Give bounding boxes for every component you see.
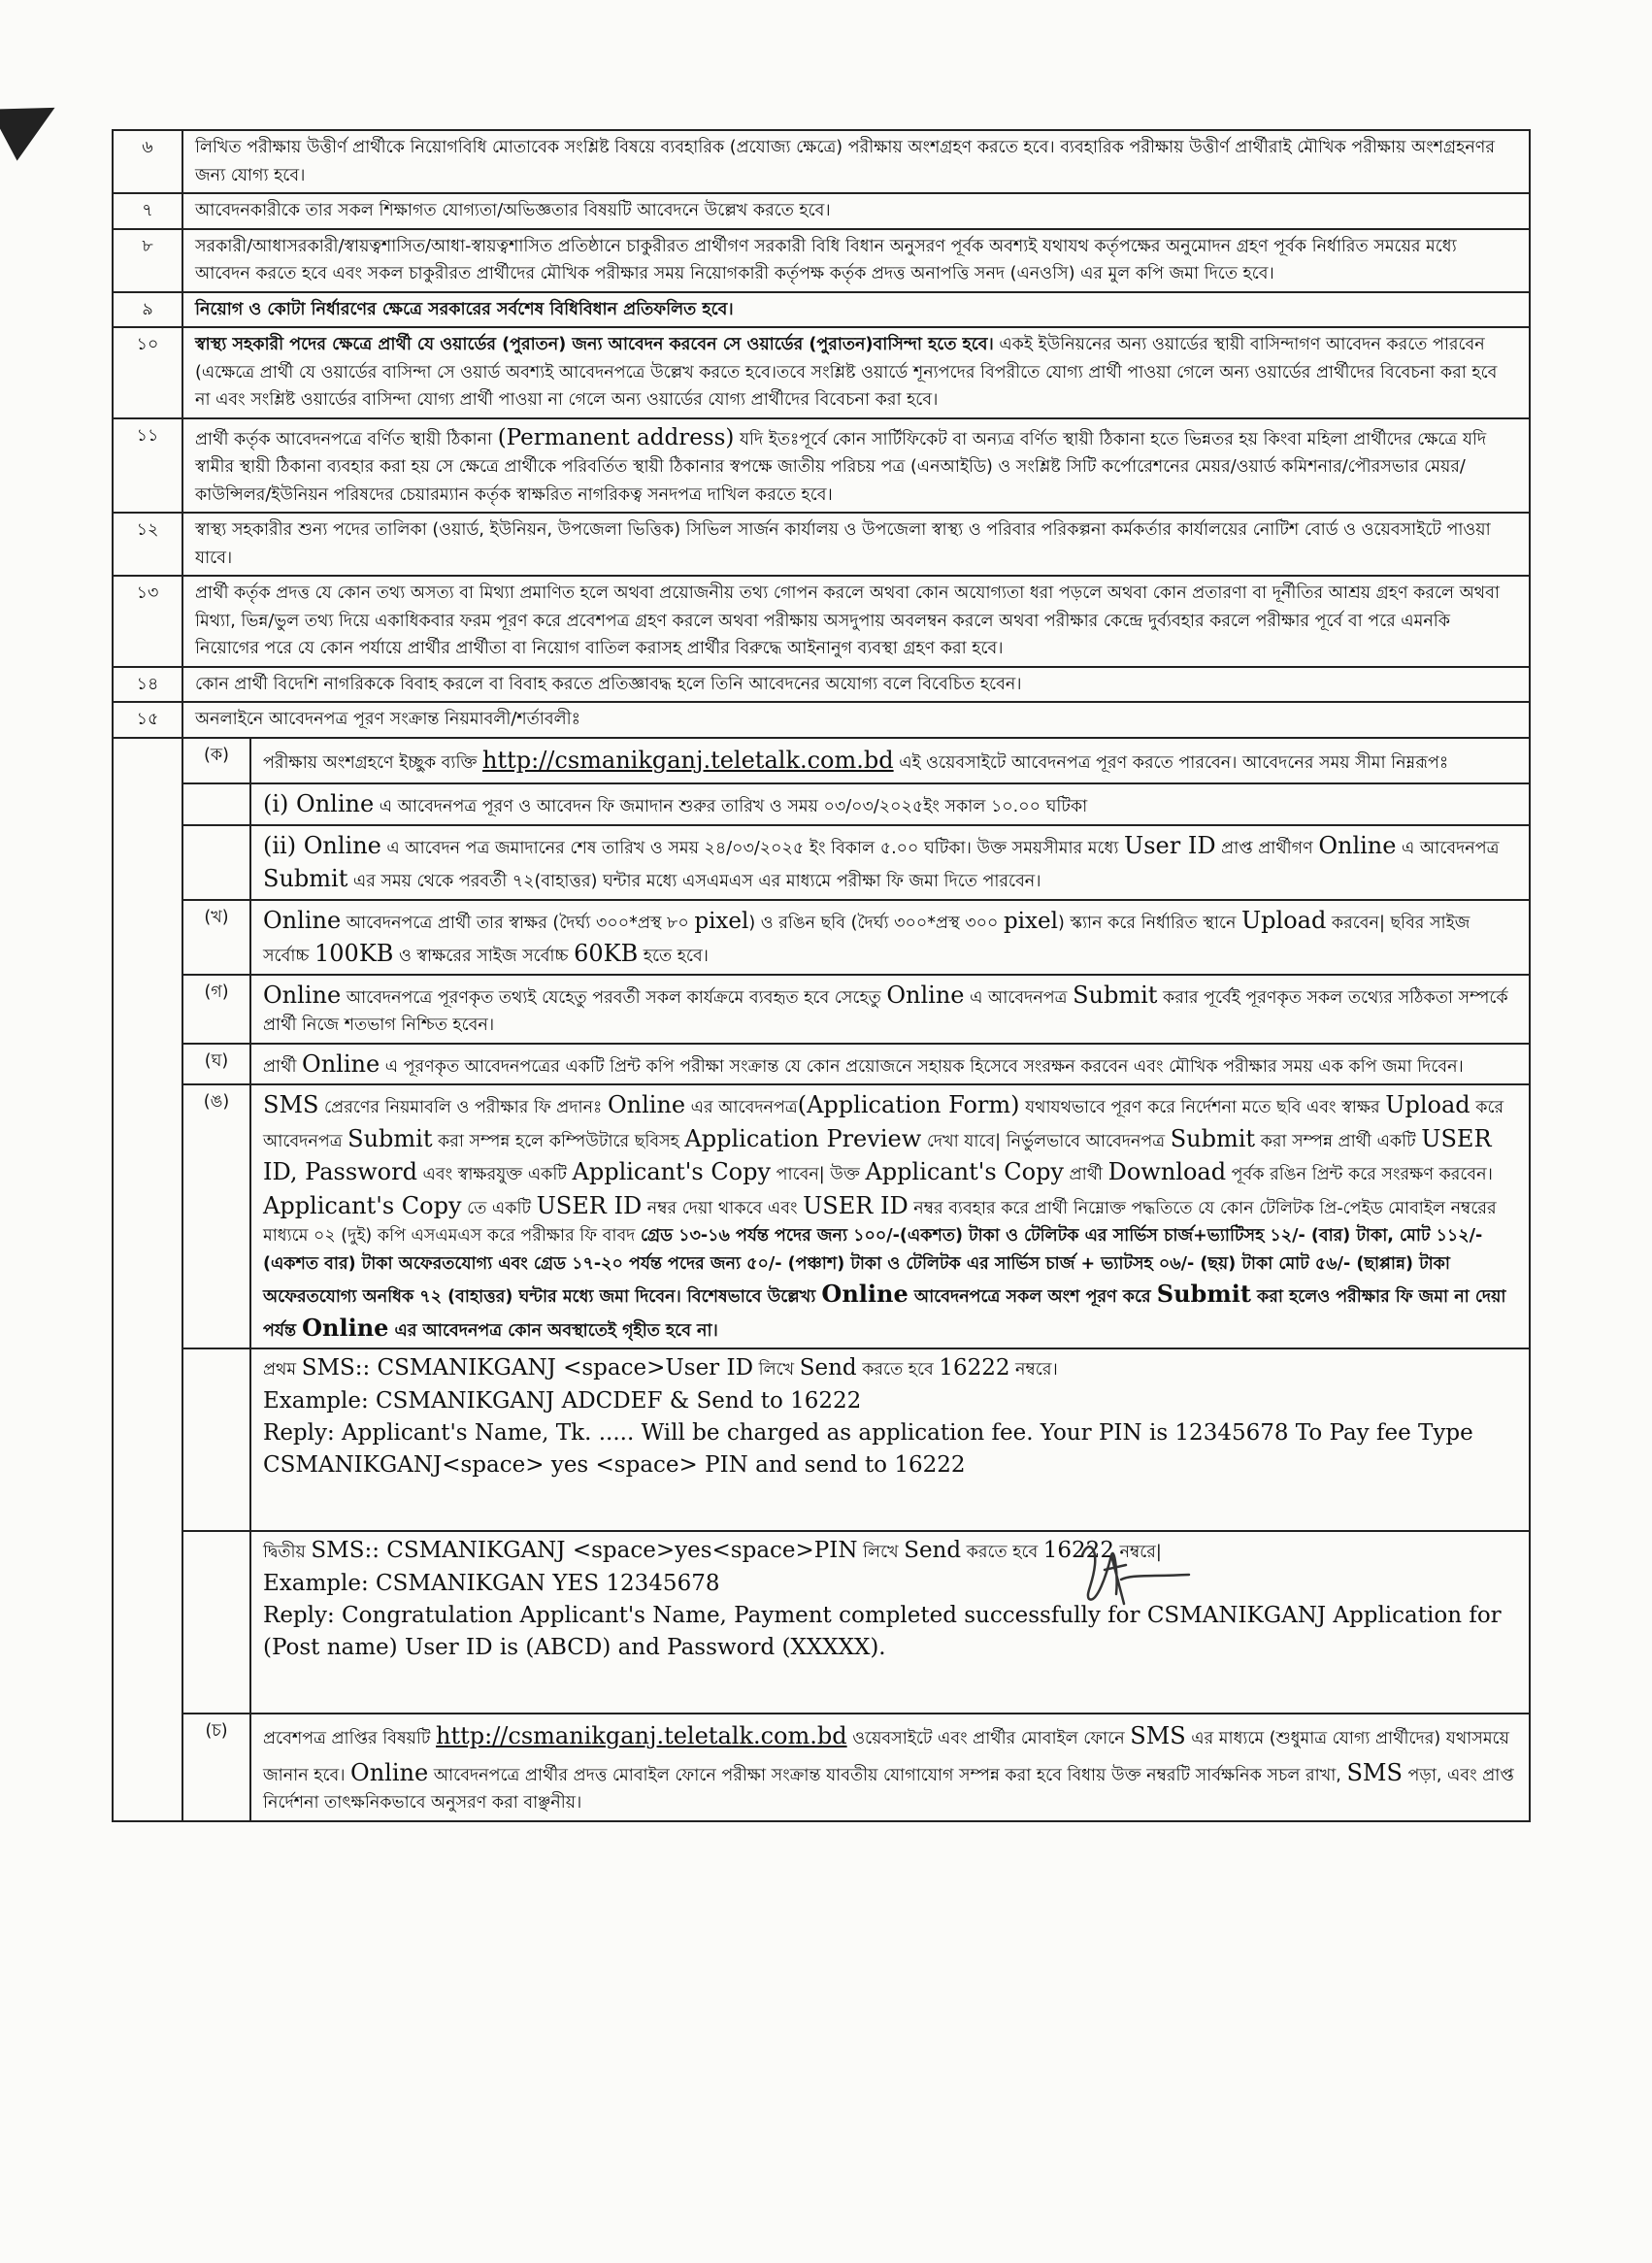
- text-span: Online: [886, 981, 965, 1009]
- text-span: pixel: [1003, 908, 1058, 934]
- sms-instructions-first: [250, 1348, 1530, 1531]
- text-span: প্রাপ্ত প্রার্থীগণ: [1215, 838, 1319, 858]
- text-span: Submit: [1156, 1280, 1251, 1309]
- text-span: এ পূরণকৃত আবেদনপত্রের একটি প্রিন্ট কপি পরীক্ষা সংক্রান্ত যে কোন প্রয়োজনে সহায়ক হিসেবে সংরক্ষন করবেন এবং মৌখিক পরীক্ষার সময় এক কপি জমা দিবেন।: [380, 1056, 1464, 1077]
- ward-residency-rule: স্বাস্থ্য সহকারী পদের ক্ষেত্রে প্রার্থী যে ওয়ার্ডের (পুরাতন) জন্য আবেদন করবেন সে ওয়ার্ডের (পুরাতন)বাসিন্দা হতে হবে।: [195, 335, 994, 355]
- text-span: আবেদনপত্রে প্রার্থীর প্রদত্ত মোবাইল ফোনে পরীক্ষা সংক্রান্ত যাবতীয় যোগাযোগ সম্পন্ন করা হবে বিধায় উক্ত নম্বরটি সার্বক্ষনিক সচল রাখা,: [428, 1765, 1347, 1785]
- text-span: SMS:: CSMANIKGANJ <space>User ID: [301, 1355, 754, 1381]
- empty-cell: [182, 783, 250, 825]
- row-number: ৬: [113, 130, 182, 193]
- sub-text: [250, 738, 1530, 783]
- text-span: SMS: [263, 1091, 319, 1119]
- text-span: এর আবেদনপত্র কোন অবস্থাতেই গৃহীত হবে না।: [388, 1320, 718, 1341]
- text-span: 16222: [1042, 1538, 1114, 1564]
- text-span: SMS:: CSMANIKGANJ <space>yes<space>PIN: [311, 1538, 858, 1564]
- text-span: (i) Online: [263, 790, 375, 818]
- text-span: এ আবেদনপত্র পূরণ ও আবেদন ফি জমাদান শুরুর তারিখ ও সময় ০৩/০৩/২০২৫ইং সকাল ১০.০০ ঘটিকা: [374, 797, 1088, 817]
- row-number: ১৩: [113, 576, 182, 667]
- text-span: (Application Form): [797, 1091, 1020, 1119]
- text-span: নম্বরে।: [1009, 1360, 1058, 1381]
- row-text: [182, 327, 1530, 418]
- sub-label: (ঘ): [182, 1044, 250, 1085]
- empty-cell: [113, 738, 182, 1821]
- row-number: ১১: [113, 418, 182, 514]
- text-span: এই ওয়েবসাইটে আবেদনপত্র পূরণ করতে পারবেন। আবেদনের সময় সীমা নিম্নরূপঃ: [893, 752, 1449, 773]
- row-number: ১০: [113, 327, 182, 418]
- text-span: Submit: [263, 865, 348, 893]
- text-span: হতে হবে।: [638, 947, 709, 967]
- text-span: Applicant's Copy: [865, 1158, 1064, 1186]
- text-span: Online: [607, 1091, 686, 1119]
- text-span: Online: [302, 1049, 380, 1078]
- table-row: [113, 418, 1530, 514]
- sub-label: (চ): [182, 1714, 250, 1820]
- text-span: করা হলেও পরীক্ষার ফি জমা না দেয়া পর্যন্ত: [263, 1287, 1506, 1341]
- text-span: আবেদনপত্রে পূরণকৃত তথ্যই যেহেতু পরবর্তী সকল কার্যক্রমে ব্যবহৃত হবে সেহেতু: [341, 987, 887, 1008]
- instructions-table: [112, 129, 1531, 1822]
- row-number: ১৫: [113, 702, 182, 738]
- sub-row-gha: [113, 1044, 1530, 1085]
- text-span: Online: [350, 1758, 429, 1786]
- text-span: 100KB: [314, 940, 394, 968]
- text-span: পড়া, এবং প্রাপ্ত নির্দেশনা তাৎক্ষনিকভাবে অনুসরণ করা বাঞ্ছনীয়।: [263, 1765, 1514, 1814]
- empty-cell: [182, 1531, 250, 1714]
- website-link[interactable]: http://csmanikganj.teletalk.com.bd: [436, 1722, 847, 1750]
- text-span: User ID: [1123, 831, 1216, 859]
- website-link[interactable]: http://csmanikganj.teletalk.com.bd: [482, 746, 894, 774]
- table-row: [113, 667, 1530, 703]
- text-span: আবেদনপত্রে সকল অংশ পূরণ করে: [908, 1287, 1157, 1308]
- text-span: Application Preview: [684, 1124, 922, 1152]
- fee-details: গ্রেড ১৩-১৬ পর্যন্ত পদের জন্য ১০০/-(একশত) টাকা ও টেলিটক এর সার্ভিস চার্জ+ভ্যাটিসহ ১২/- (বার) টাকা, মোট ১১২/- (একশত বার) টাকা অফেরতযোগ্য এবং গ্রেড ১৭-২০ পর্যন্ত পদের জন্য ৫০/- (পঞ্চাশ) টাকা ও টেলিটক এর সার্ভিস চার্জ + ভ্যাটসহ ০৬/- (ছয়) টাকা মোট ৫৬/- (ছাপ্পান্ন) টাকা অফেরতযোগ্য অনধিক ৭২ (বাহাত্তর) ঘন্টার মধ্যে জমা দিবেন। বিশেষভাবে উল্লেখ্য: [263, 1226, 1483, 1308]
- text-span: করতে হবে: [856, 1360, 940, 1381]
- empty-cell: [182, 825, 250, 900]
- text-span: এ আবেদন পত্র জমাদানের শেষ তারিখ ও সময় ২৪/০৩/২০২৫ ইং বিকাল ৫.০০ ঘটিকা। উক্ত সময়সীমার মধ্যে: [380, 838, 1124, 858]
- sub-text: [250, 1044, 1530, 1085]
- sub-row-cha: [113, 1714, 1530, 1820]
- sub-row-ka-i: [113, 783, 1530, 825]
- row-text: প্রার্থী কর্তৃক প্রদত্ত যে কোন তথ্য অসত্য বা মিথ্যা প্রমাণিত হলে অথবা প্রয়োজনীয় তথ্য গোপন করলে অথবা কোন অযোগ্যতা ধরা পড়লে অথবা কোন প্রতারণা বা দূর্নীতির আশ্রয় গ্রহণ করলে অথবা মিথ্যা, ভিন্ন/ভুল তথ্য দিয়ে একাধিকবার ফরম পূরণ করে প্রবেশপত্র গ্রহণ করলে অথবা পরীক্ষায় অসদুপায় অবলম্বন করলে অথবা পরীক্ষার কেন্দ্রে দুর্ব্যবহার করলে পরীক্ষার পূর্বে বা পরে এমনকি নিয়োগের পরে যে কোন পর্যায়ে প্রার্থীর প্রার্থীতা বা নিয়োগ বাতিল করাসহ প্রার্থীর বিরুদ্ধে আইনানুগ ব্যবস্থা গ্রহণ করা হবে।: [182, 576, 1530, 667]
- table-row: [113, 292, 1530, 328]
- text-span: Submit: [1073, 981, 1158, 1009]
- row-text: লিখিত পরীক্ষায় উত্তীর্ণ প্রার্থীকে নিয়োগবিধি মোতাবেক সংশ্লিষ্ট বিষয়ে ব্যবহারিক (প্রযোজ্য ক্ষেত্রে) পরীক্ষায় অংশগ্রহণ করতে হবে। ব্যবহারিক পরীক্ষায় উত্তীর্ণ প্রার্থীরাই মৌখিক পরীক্ষায় অংশগ্রহনণর জন্য যোগ্য হবে।: [182, 130, 1530, 193]
- english-term: (Permanent address): [497, 424, 735, 450]
- row-number: ৮: [113, 229, 182, 292]
- text-span: Online: [821, 1280, 909, 1309]
- row-text: [182, 418, 1530, 514]
- text-span: 16222: [939, 1355, 1010, 1381]
- text-span: প্রেরণের নিয়মাবলি ও পরীক্ষার ফি প্রদানঃ: [318, 1098, 608, 1118]
- text-span: Applicant's Copy: [263, 1191, 462, 1219]
- text-span: Online: [263, 981, 342, 1009]
- text-span: USER ID: [803, 1191, 909, 1219]
- table-row: [113, 327, 1530, 418]
- text-span: এর আবেদনপত্র: [685, 1098, 798, 1118]
- text-span: তে একটি: [461, 1198, 537, 1218]
- text-span: Online: [1318, 831, 1397, 859]
- row-number: ১২: [113, 513, 182, 576]
- text-span: করা সম্পন্ন হলে কম্পিউটারে ছবিসহ: [432, 1131, 685, 1151]
- row-text: অনলাইনে আবেদনপত্র পূরণ সংক্রান্ত নিয়মাবলী/শর্তাবলীঃ: [182, 702, 1530, 738]
- sub-text: [250, 1084, 1530, 1348]
- text-span: Upload: [1385, 1091, 1470, 1119]
- text-span: নম্বর ব্যবহার করে প্রার্থী নিম্নোক্ত পদ্ধতিতে যে কোন টেলিটক প্রি-পেইড মোবাইল নম্বরের মাধ্যমে ০২ (দুই) কপি এসএমএস করে পরীক্ষার ফি বাবদ: [263, 1198, 1497, 1247]
- sms-line: [263, 1352, 1517, 1384]
- sub-label: (ক): [182, 738, 250, 783]
- text-span: পূর্বক রঙিন প্রিন্ট করে সংরক্ষণ করবেন।: [1226, 1165, 1493, 1185]
- table-row: [113, 513, 1530, 576]
- table-row: [113, 576, 1530, 667]
- text-span: পাবেন| উক্ত: [771, 1165, 866, 1185]
- text-span: লিখে: [857, 1543, 905, 1563]
- sub-row-ka: [113, 738, 1530, 783]
- text-span: Submit: [1170, 1124, 1256, 1152]
- text-span: Online: [302, 1313, 389, 1342]
- text-span: করা সম্পন্ন প্রার্থী একটি: [1255, 1131, 1422, 1151]
- row-text: নিয়োগ ও কোটা নির্ধারণের ক্ষেত্রে সরকারের সর্বশেষ বিধিবিধান প্রতিফলিত হবে।: [182, 292, 1530, 328]
- text-span: প্রার্থী কর্তৃক আবেদনপত্রে বর্ণিত স্থায়ী ঠিকানা: [195, 429, 498, 449]
- table-row: [113, 229, 1530, 292]
- row-number: ৯: [113, 292, 182, 328]
- text-span: দ্বিতীয়: [263, 1543, 312, 1563]
- sms-example: Example: CSMANIKGAN YES 12345678: [263, 1570, 720, 1596]
- sub-text: [250, 1714, 1530, 1820]
- text-span: Send: [904, 1538, 962, 1564]
- row-text: কোন প্রার্থী বিদেশি নাগরিককে বিবাহ করলে বা বিবাহ করতে প্রতিজ্ঞাবদ্ধ হলে তিনি আবেদনের অযোগ্য বলে বিবেচিত হবেন।: [182, 667, 1530, 703]
- sub-label: (গ): [182, 975, 250, 1044]
- text-span: ) ও রঙিন ছবি (দৈর্ঘ্য ৩০০*প্রস্থ ৩০০: [748, 913, 1004, 933]
- sms-example: Example: CSMANIKGANJ ADCDEF & Send to 16222: [263, 1387, 862, 1414]
- text-span: এ আবেদনপত্র: [1396, 838, 1500, 858]
- text-span: ) স্ক্যান করে নির্ধারিত স্থানে: [1057, 913, 1241, 933]
- row-text-rest: একই ইউনিয়নের অন্য ওয়ার্ডের স্থায়ী বাসিন্দাগণ আবেদন করতে পারবেন (এক্ষেত্রে প্রার্থী যে ওয়ার্ডের বাসিন্দা সে ওয়ার্ড অবশ্যই আবেদনপত্রে উল্লেখ করতে হবে।তবে সংশ্লিষ্ট ওয়ার্ডে শূন্যপদের বিপরীতে যোগ্য প্রার্থী পাওয়া গেলে অন্য ওয়ার্ডের প্রার্থীদের বিবেচনা করা হবে না এবং সংশ্লিষ্ট ওয়ার্ডের বাসিন্দা যোগ্য প্রার্থী পাওয়া না গেলে অন্য ওয়ার্ডের যোগ্য প্রার্থীদের বিবেচনা করা হবে।: [195, 335, 1498, 411]
- text-span: SMS: [1346, 1758, 1403, 1786]
- text-span: প্রবেশপত্র প্রাপ্তির বিষয়টি: [263, 1729, 437, 1749]
- row-number: ১৪: [113, 667, 182, 703]
- text-span: আবেদনপত্রে প্রার্থী তার স্বাক্ষর (দৈর্ঘ্য ৩০০*প্রস্থ ৮০: [341, 913, 695, 933]
- table-row: [113, 193, 1530, 229]
- row-text: সরকারী/আধাসরকারী/স্বায়ত্বশাসিত/আধা-স্বায়ত্বশাসিত প্রতিষ্ঠানে চাকুরীরত প্রার্থীগণ সরকারী বিধি বিধান অনুসরণ পূর্বক অবশ্যই যথাযথ কর্তৃপক্ষের অনুমোদন গ্রহণ পূর্বক নির্ধারিত সময়ের মধ্যে আবেদন করতে হবে এবং সকল চাকুরীরত প্রার্থীদের মৌখিক পরীক্ষার সময় নিয়োগকারী কর্তৃপক্ষ কর্তৃক প্রদত্ত অনাপত্তি সনদ (এনওসি) এর মুল কপি জমা দিতে হবে।: [182, 229, 1530, 292]
- sms-instructions-second: [250, 1531, 1530, 1714]
- sub-text: [250, 783, 1530, 825]
- sub-row-sms1: [113, 1348, 1530, 1531]
- text-span: ও স্বাক্ষরের সাইজ সর্বোচ্চ: [393, 947, 575, 967]
- text-span: নম্বরে|: [1113, 1543, 1162, 1563]
- text-span: পরীক্ষায় অংশগ্রহণে ইচ্ছুক ব্যক্তি: [263, 752, 483, 773]
- text-span: করে আবেদনপত্র: [263, 1098, 1504, 1151]
- sms-reply: Reply: Applicant's Name, Tk. ..... Will be charged as application fee. Your PIN is 12345678 To Pay fee Type CSMANIKGANJ<space> yes <space> PIN and send to 16222: [263, 1420, 1473, 1479]
- text-span: এবং স্বাক্ষরযুক্ত একটি: [416, 1165, 573, 1185]
- signature: [1068, 1536, 1194, 1614]
- sub-label: (খ): [182, 900, 250, 975]
- text-span: এর সময় থেকে পরবর্তী ৭২(বাহাত্তর) ঘন্টার মধ্যে এসএমএস এর মাধ্যমে পরীক্ষা ফি জমা দিতে পারবেন।: [347, 872, 1041, 892]
- row-text: স্বাস্থ্য সহকারীর শুন্য পদের তালিকা (ওয়ার্ড, ইউনিয়ন, উপজেলা ভিত্তিক) সিভিল সার্জন কার্যালয় ও উপজেলা স্বাস্থ্য ও পরিবার পরিকল্পনা কর্মকর্তার কার্যালয়ের নোটিশ বোর্ড ও ওয়েবসাইটে পাওয়া যাবে।: [182, 513, 1530, 576]
- sub-row-ka-ii: [113, 825, 1530, 900]
- sub-text: [250, 900, 1530, 975]
- text-span: Send: [799, 1355, 857, 1381]
- row-text: আবেদনকারীকে তার সকল শিক্ষাগত যোগ্যতা/অভিজ্ঞতার বিষয়টি আবেদনে উল্লেখ করতে হবে।: [182, 193, 1530, 229]
- text-span: Upload: [1240, 906, 1327, 934]
- text-span: pixel: [694, 908, 749, 934]
- text-span: 60KB: [574, 940, 639, 968]
- sub-row-kha: [113, 900, 1530, 975]
- sub-row-sms2: [113, 1531, 1530, 1714]
- text-span: SMS: [1130, 1722, 1186, 1750]
- sms-line: [263, 1535, 1517, 1567]
- text-span: Applicant's Copy: [572, 1158, 772, 1186]
- sub-row-ga: [113, 975, 1530, 1044]
- text-span: করতে হবে: [961, 1543, 1043, 1563]
- text-span: প্রার্থী: [263, 1056, 303, 1077]
- text-span: USER ID, Password: [263, 1124, 1492, 1186]
- text-span: Online: [263, 906, 342, 934]
- sms-reply: Reply: Congratulation Applicant's Name, Payment completed successfully for CSMANIKGANJ Application for (Post name) User ID is (ABCD) and Password (XXXXX).: [263, 1603, 1502, 1661]
- text-span: নম্বর দেয়া থাকবে এবং: [642, 1198, 804, 1218]
- corner-fold-mark: [0, 82, 69, 160]
- text-span: দেখা যাবে| নির্ভুলভাবে আবেদনপত্র: [921, 1131, 1171, 1151]
- table-row: [113, 702, 1530, 738]
- text-span: যদি ইতঃপূর্বে কোন সার্টিফিকেট বা অন্যত্র বর্ণিত স্থায়ী ঠিকানা হতে ভিন্নতর হয় কিংবা মহিলা প্রার্থীদের ক্ষেত্রে যদি স্বামীর স্থায়ী ঠিকানা ব্যবহার করা হয় সে ক্ষেত্রে প্রার্থীকে পরিবর্তিত স্থায়ী ঠিকানার স্বপক্ষে জাতীয় পরিচয় পত্র (এনআইডি) ও সংশ্লিষ্ট সিটি কর্পোরেশনের মেয়র/ওয়ার্ড কমিশনার/পৌরসভার মেয়র/কাউন্সিলর/ইউনিয়ন পরিষদের চেয়ারম্যান কর্তৃক স্বাক্ষরিত নাগরিকত্ব সনদপত্র দাখিল করতে হবে।: [195, 429, 1487, 505]
- sub-text: [250, 975, 1530, 1044]
- text-span: করার পূর্বেই পূরণকৃত সকল তথ্যের সঠিকতা সম্পর্কে প্রার্থী নিজে শতভাগ নিশ্চিত হবেন।: [263, 987, 1508, 1036]
- text-span: ওয়েবসাইটে এবং প্রার্থীর মোবাইল ফোনে: [846, 1729, 1131, 1749]
- sub-text: [250, 825, 1530, 900]
- text-span: USER ID: [536, 1191, 643, 1219]
- table-row: [113, 130, 1530, 193]
- text-span: Submit: [347, 1124, 433, 1152]
- sub-label: (ঙ): [182, 1084, 250, 1348]
- text-span: Download: [1107, 1158, 1227, 1186]
- text-span: এর মাধ্যমে (শুধুমাত্র যোগ্য প্রার্থীদের) যথাসময়ে জানান হবে।: [263, 1729, 1509, 1785]
- row-number: ৭: [113, 193, 182, 229]
- text-span: এ আবেদনপত্র: [964, 987, 1074, 1008]
- text-span: করবেন| ছবির সাইজ সর্বোচ্চ: [263, 913, 1470, 967]
- empty-cell: [182, 1348, 250, 1531]
- sub-row-uma: [113, 1084, 1530, 1348]
- text-span: যথাযথভাবে পূরণ করে নির্দেশনা মতে ছবি এবং স্বাক্ষর: [1019, 1098, 1386, 1118]
- text-span: (ii) Online: [263, 831, 381, 859]
- text-span: প্রার্থী: [1064, 1165, 1108, 1185]
- text-span: লিখে: [753, 1360, 800, 1381]
- text-span: প্রথম: [263, 1360, 302, 1381]
